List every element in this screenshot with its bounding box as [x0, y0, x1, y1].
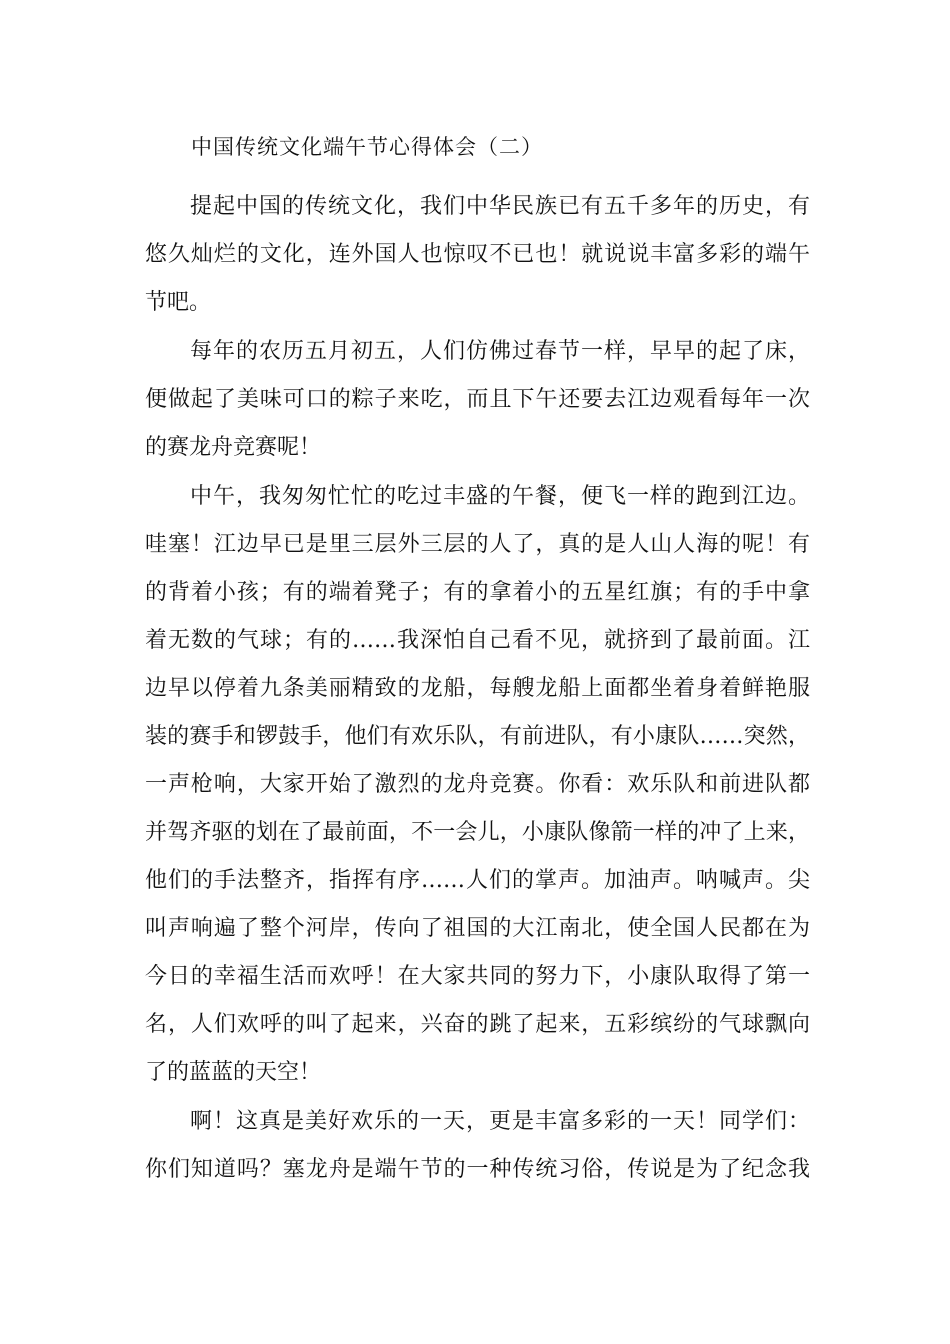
text-line: 便做起了美味可口的粽子来吃，而且下午还要去江边观看每年一次: [145, 387, 810, 412]
text-line: 节吧。: [145, 290, 212, 315]
text-line: 的赛龙舟竞赛呢！: [145, 435, 322, 460]
text-line: 中午，我匆匆忙忙的吃过丰盛的午餐，便飞一样的跑到江边。: [190, 484, 810, 509]
paragraph-4: [145, 1098, 810, 1194]
text-line: 你们知道吗？塞龙舟是端午节的一种传统习俗，传说是为了纪念我: [145, 1157, 810, 1182]
paragraph-2: [145, 328, 810, 472]
text-line: 提起中国的传统文化，我们中华民族已有五千多年的历史，有: [190, 194, 810, 219]
text-line: 着无数的气球；有的……我深怕自己看不见，就挤到了最前面。江: [145, 628, 810, 653]
text-line: 叫声响遍了整个河岸，传向了祖国的大江南北，使全国人民都在为: [145, 916, 810, 941]
text-line: 名，人们欢呼的叫了起来，兴奋的跳了起来，五彩缤纷的气球飘向: [145, 1012, 810, 1037]
text-line: 并驾齐驱的划在了最前面，不一会儿，小康队像箭一样的冲了上来，: [145, 820, 810, 845]
text-line: 一声枪响，大家开始了激烈的龙舟竞赛。你看：欢乐队和前进队都: [145, 772, 810, 797]
text-line: 边早以停着九条美丽精致的龙船，每艘龙船上面都坐着身着鲜艳服: [145, 676, 810, 701]
text-line: 了的蓝蓝的天空！: [145, 1060, 322, 1085]
text-line: 他们的手法整齐，指挥有序……人们的掌声。加油声。呐喊声。尖: [145, 868, 810, 893]
text-line: 每年的农历五月初五，人们仿佛过春节一样，早早的起了床，: [190, 339, 810, 364]
text-line: 悠久灿烂的文化，连外国人也惊叹不已也！就说说丰富多彩的端午: [145, 242, 810, 267]
text-line: 今日的幸福生活而欢呼！在大家共同的努力下，小康队取得了第一: [145, 964, 810, 989]
text-line: 哇塞！江边早已是里三层外三层的人了，真的是人山人海的呢！有: [145, 532, 810, 557]
text-line: 的背着小孩；有的端着凳子；有的拿着小的五星红旗；有的手中拿: [145, 580, 810, 605]
text-line: 装的赛手和锣鼓手，他们有欢乐队，有前进队，有小康队……突然，: [145, 724, 810, 749]
document-title: 中国传统文化端午节心得体会（二）: [191, 135, 543, 159]
document-body: [145, 183, 810, 1195]
paragraph-3: [145, 473, 810, 1097]
text-line: 啊！这真是美好欢乐的一天，更是丰富多彩的一天！同学们：: [190, 1109, 810, 1134]
paragraph-1: [145, 183, 810, 327]
